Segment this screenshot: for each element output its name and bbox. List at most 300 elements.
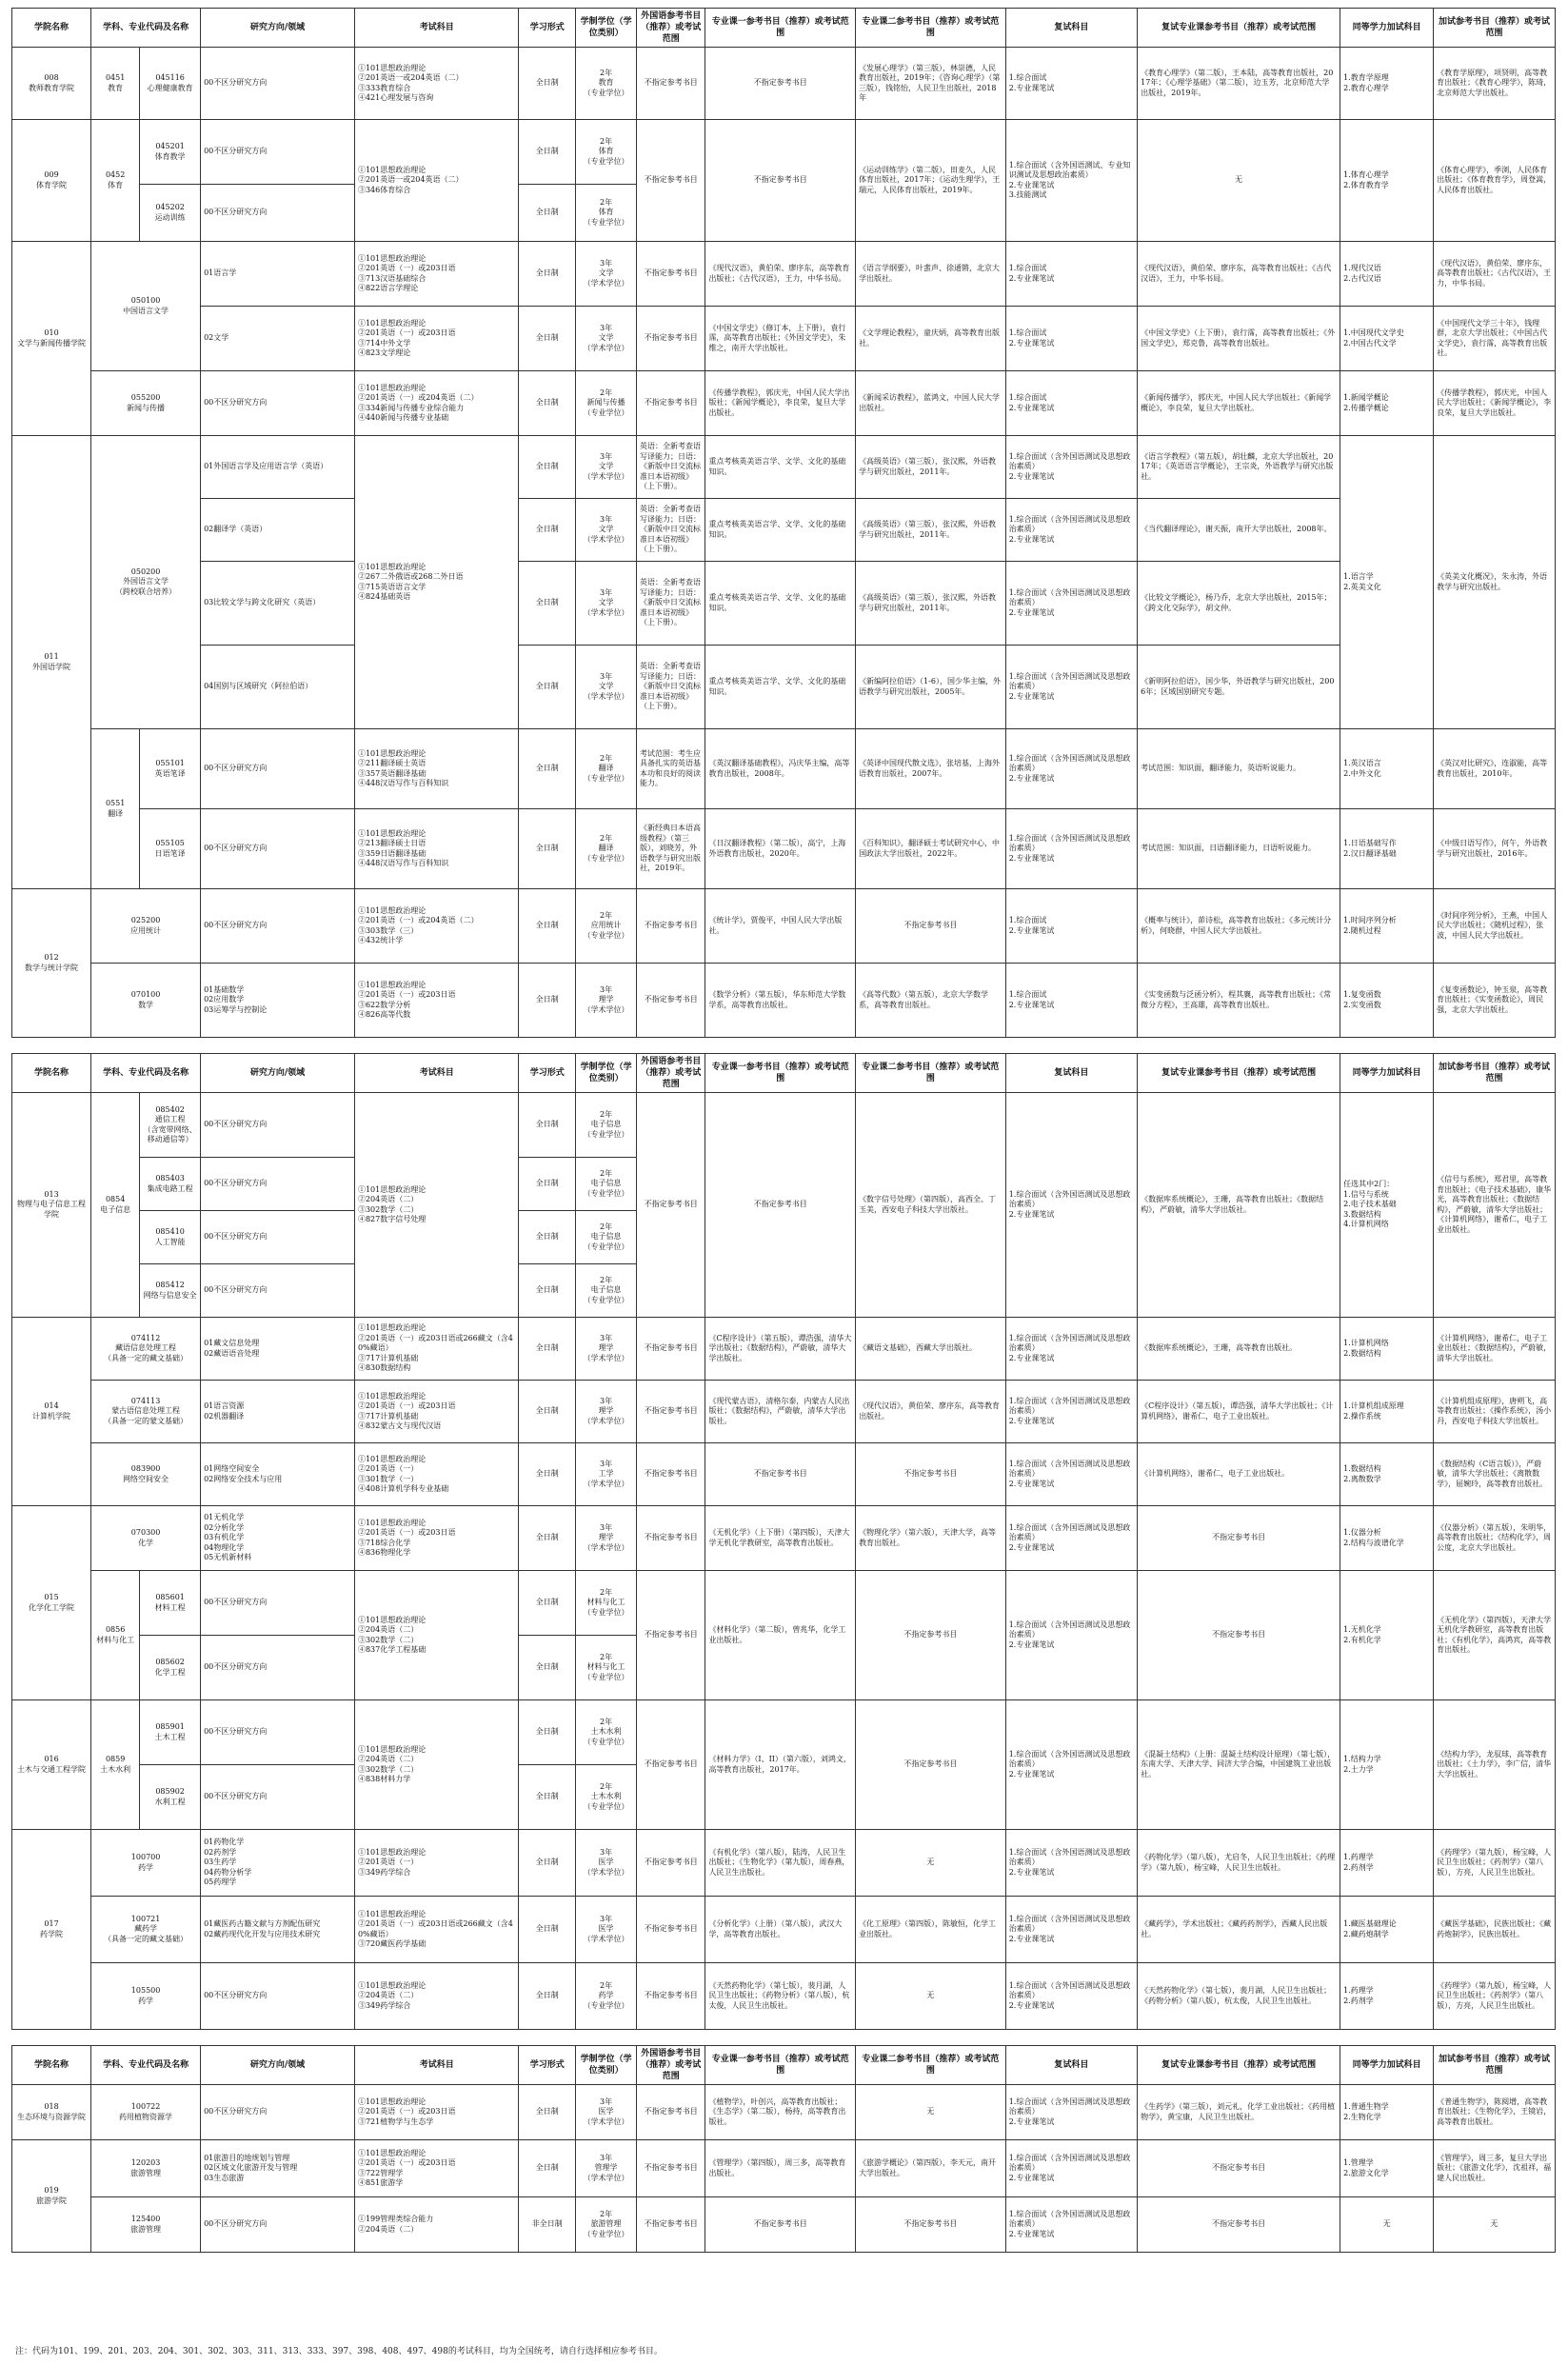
retest-ref-cell: 考试范围：知识面，翻译能力，英语听说能力。 <box>1138 729 1340 809</box>
table-row <box>12 809 1556 889</box>
admissions-catalog <box>11 8 1556 2268</box>
table-row <box>12 1093 1556 1158</box>
sub-major-cell: 085601 材料工程 <box>140 1571 201 1636</box>
extra-ref-cell: 《中级日语写作》，何午，外语教学与研究出版社，2016年。 <box>1434 809 1556 889</box>
lang-ref-cell: 不指定参考书目 <box>637 120 705 242</box>
ref1-cell: 《无机化学》（上下册）（第四版），天津大学无机化学教研室，高等教育出版社。 <box>705 1506 856 1571</box>
direction-cell: 01网络空间安全 02网络安全技术与应用 <box>201 1443 355 1506</box>
ref2-cell: 《新闻采访教程》，蓝鸿文，中国人民大学出版社。 <box>856 371 1006 436</box>
major-code-cell: 070100 数学 <box>91 964 201 1038</box>
major-code-cell: 025200 应用统计 <box>91 889 201 964</box>
direction-cell: 01外国语言学及应用语言学（英语） <box>201 436 355 499</box>
lang-ref-cell: 不指定参考书目 <box>637 1093 705 1318</box>
table-row <box>12 1963 1556 2030</box>
mode-cell: 全日制 <box>519 1093 576 1158</box>
direction-cell: 00不区分研究方向 <box>201 1636 355 1700</box>
retest-cell: 1.综合面试（含外国语测试及思想政治素质） 2.专业课笔试 <box>1005 1506 1137 1571</box>
ref2-cell: 《高级英语》（第三版），张汉熙，外语教学与研究出版社，2011年。 <box>856 499 1006 562</box>
direction-cell: 00不区分研究方向 <box>201 48 355 120</box>
extra-cell: 1.计算机网络 2.数据结构 <box>1340 1318 1434 1381</box>
direction-cell: 00不区分研究方向 <box>201 1264 355 1318</box>
mode-cell: 全日制 <box>519 1443 576 1506</box>
college-cell: 018 生态环境与资源学院 <box>12 2085 91 2140</box>
header-extra-ref: 加试参考书目（推荐）或考试范围 <box>1434 1054 1556 1093</box>
table-row <box>12 436 1556 499</box>
major-code-cell: 0551 翻译 <box>91 729 140 889</box>
retest-ref-cell: 考试范围：知识面，日语翻译能力，日语听说能力。 <box>1138 809 1340 889</box>
ref2-cell: 《语言学纲要》，叶蜚声、徐通锵，北京大学出版社。 <box>856 242 1006 307</box>
header-system: 学制学位（学位类别） <box>576 9 637 48</box>
direction-cell: 00不区分研究方向 <box>201 120 355 185</box>
mode-cell: 全日制 <box>519 1636 576 1700</box>
ref1-cell: 《现代汉语》，黄伯荣、廖序东，高等教育出版社；《古代汉语》，王力，中华书局。 <box>705 242 856 307</box>
direction-cell: 00不区分研究方向 <box>201 729 355 809</box>
extra-cell: 无 <box>1340 2197 1434 2253</box>
header-lang: 外国语参考书目（推荐）或考试范围 <box>637 9 705 48</box>
table-row <box>12 242 1556 307</box>
extra-ref-cell: 《复变函数论》，钟玉泉，高等教育出版社；《实变函数论》，周民强，北京大学出版社。 <box>1434 964 1556 1038</box>
extra-cell: 1.药理学 2.药剂学 <box>1340 1963 1434 2030</box>
table-row <box>12 2140 1556 2197</box>
lang-ref-cell: 不指定参考书目 <box>637 48 705 120</box>
ref2-cell: 《英译中国现代散文选》，张培基，上海外语教育出版社，2007年。 <box>856 729 1006 809</box>
exam-cell: ①101思想政治理论 ②201英语（一）或203日语 ③713汉语基础综合 ④822语言学理论 <box>354 242 519 307</box>
major-code-cell: 125400 旅游管理 <box>91 2197 201 2253</box>
extra-cell: 1.仪器分析 2.结构与波谱化学 <box>1340 1506 1434 1571</box>
sub-major-cell: 085402 通信工程 （含宽带网络、移动通信等） <box>140 1093 201 1158</box>
lang-ref-cell: 不指定参考书目 <box>637 1830 705 1897</box>
exam-cell: ①101思想政治理论 ②267二外俄语或268二外日语 ③715英语语言文学 ④824基础英语 <box>354 436 519 729</box>
ref2-cell: 无 <box>856 2085 1006 2140</box>
direction-cell: 00不区分研究方向 <box>201 371 355 436</box>
ref1-cell: 《统计学》，贾俊平，中国人民大学出版社。 <box>705 889 856 964</box>
extra-cell: 1.无机化学 2.有机化学 <box>1340 1571 1434 1700</box>
retest-ref-cell: 《中国文学史》（上下册），袁行霈，高等教育出版社；《外国文学史》，郑克鲁，高等教育出版社。 <box>1138 307 1340 371</box>
retest-cell: 1.综合面试（含外国语测试及思想政治素质） 2.专业课笔试 <box>1005 499 1137 562</box>
lang-ref-cell: 不指定参考书目 <box>637 1897 705 1963</box>
header-retest: 复试科目 <box>1005 2046 1137 2085</box>
header-ref1: 专业课一参考书目（推荐）或考试范围 <box>705 1054 856 1093</box>
ref1-cell: 《分析化学》（上册）（第八版），武汉大学，高等教育出版社。 <box>705 1897 856 1963</box>
direction-cell: 02文学 <box>201 307 355 371</box>
retest-ref-cell: 不指定参考书目 <box>1138 1571 1340 1700</box>
lang-ref-cell: 不指定参考书目 <box>637 1571 705 1700</box>
table-row <box>12 1443 1556 1506</box>
lang-ref-cell: 不指定参考书目 <box>637 371 705 436</box>
lang-ref-cell: 英语：全新考查语写译能力；日语：《新版中日交流标准日本语初级》（上下册）。 <box>637 436 705 499</box>
extra-cell: 1.体育心理学 2.体育教育学 <box>1340 120 1434 242</box>
extra-cell: 1.时间序列分析 2.随机过程 <box>1340 889 1434 964</box>
direction-cell: 00不区分研究方向 <box>201 1158 355 1211</box>
sub-major-cell: 085412 网络与信息安全 <box>140 1264 201 1318</box>
system-cell: 3年 医学 （学术学位） <box>576 1897 637 1963</box>
retest-cell: 1.综合面试（含外国语测试及思想政治素质） 2.专业课笔试 <box>1005 729 1137 809</box>
sub-major-cell: 085902 水利工程 <box>140 1765 201 1830</box>
extra-ref-cell: 《药理学》（第九版），杨宝峰，人民卫生出版社；《药剂学》（第八版），方亮，人民卫生出版社。 <box>1434 1830 1556 1897</box>
exam-cell: ①101思想政治理论 ②201英语（一）或203日语 ③622数学分析 ④826高等代数 <box>354 964 519 1038</box>
table-row <box>12 2085 1556 2140</box>
mode-cell: 全日制 <box>519 1318 576 1381</box>
ref1-cell: 《材料力学》（I、II）（第六版），刘鸿文，高等教育出版社，2017年。 <box>705 1700 856 1830</box>
exam-cell: ①101思想政治理论 ②201英语（一）或204英语（二） ③303数学（三） ④432统计学 <box>354 889 519 964</box>
exam-cell: ①101思想政治理论 ②213翻译硕士日语 ③359日语翻译基础 ④448汉语写作与百科知识 <box>354 809 519 889</box>
direction-cell: 01藏文信息处理 02藏语语音处理 <box>201 1318 355 1381</box>
extra-ref-cell: 《管理学》，周三多，复旦大学出版社；《旅游文化学》，沈祖祥，福建人民出版社。 <box>1434 2140 1556 2197</box>
sub-major-cell: 045201 体育教学 <box>140 120 201 185</box>
exam-cell: ①101思想政治理论 ②201英语（一） ③349药学综合 <box>354 1830 519 1897</box>
college-cell: 014 计算机学院 <box>12 1318 91 1506</box>
ref2-cell: 《高级英语》（第三版），张汉熙，外语教学与研究出版社，2011年。 <box>856 562 1006 646</box>
exam-cell: ①101思想政治理论 ②201英语（一）或203日语 ③721植物学与生态学 <box>354 2085 519 2140</box>
exam-cell: ①101思想政治理论 ②211翻译硕士英语 ③357英语翻译基础 ④448汉语写作与百科知识 <box>354 729 519 809</box>
direction-cell: 00不区分研究方向 <box>201 1963 355 2030</box>
header-college: 学院名称 <box>12 9 91 48</box>
retest-cell: 1.综合面试（含外国语测试及思想政治素质） 2.专业课笔试 <box>1005 1963 1137 2030</box>
table-row <box>12 1700 1556 1765</box>
extra-ref-cell: 《传播学教程》，郭庆光，中国人民大学出版社；《新闻学概论》，李良荣，复旦大学出版社。 <box>1434 371 1556 436</box>
exam-cell: ①101思想政治理论 ②201英语（一）或203日语 ③714中外文学 ④823文学理论 <box>354 307 519 371</box>
header-mode: 学习形式 <box>519 2046 576 2085</box>
direction-cell: 00不区分研究方向 <box>201 2197 355 2253</box>
mode-cell: 全日制 <box>519 1700 576 1765</box>
header-college: 学院名称 <box>12 1054 91 1093</box>
table-row <box>12 1897 1556 1963</box>
header-retest: 复试科目 <box>1005 1054 1137 1093</box>
ref2-cell: 《化工原理》（第四版），陈敏恒，化学工业出版社。 <box>856 1897 1006 1963</box>
header-code: 学科、专业代码及名称 <box>91 2046 201 2085</box>
direction-cell: 03比较文学与跨文化研究（英语） <box>201 562 355 646</box>
major-code-cell: 0452 体育 <box>91 120 140 242</box>
retest-ref-cell: 《当代翻译理论》，谢天振，南开大学出版社，2008年。 <box>1138 499 1340 562</box>
header-retest-ref: 复试专业课参考书目（推荐）或考试范围 <box>1138 2046 1340 2085</box>
exam-cell: ①101思想政治理论 ②201英语（一） ③301数学（一） ④408计算机学科专业基础 <box>354 1443 519 1506</box>
mode-cell: 全日制 <box>519 1571 576 1636</box>
system-cell: 2年 电子信息 （专业学位） <box>576 1211 637 1264</box>
ref1-cell: 《数学分析》（第五版），华东师范大学数学系，高等教育出版社。 <box>705 964 856 1038</box>
retest-ref-cell: 《教育心理学》（第二版），王本陆，高等教育出版社，2017年；《心理学基础》（第二版），边玉芳，北京师范大学出版社，2019年。 <box>1138 48 1340 120</box>
extra-ref-cell: 《普通生物学》，陈阅增，高等教育出版社；《生物化学》，王镜岩，高等教育出版社。 <box>1434 2085 1556 2140</box>
sub-major-cell: 045202 运动训练 <box>140 185 201 242</box>
retest-cell: 1.综合面试（含外国语测试及思想政治素质） 2.专业课笔试 <box>1005 1318 1137 1381</box>
mode-cell: 全日制 <box>519 729 576 809</box>
header-college: 学院名称 <box>12 2046 91 2085</box>
direction-cell: 02翻译学（英语） <box>201 499 355 562</box>
major-code-cell: 100722 药用植物资源学 <box>91 2085 201 2140</box>
extra-ref-cell: 《计算机网络》，谢希仁，电子工业出版社；《数据结构》，严蔚敏，清华大学出版社。 <box>1434 1318 1556 1381</box>
lang-ref-cell: 不指定参考书目 <box>637 2085 705 2140</box>
direction-cell: 04国别与区域研究（阿拉伯语） <box>201 646 355 729</box>
major-code-cell: 050200 外国语言文学 （跨校联合培养） <box>91 436 201 729</box>
mode-cell: 全日制 <box>519 1211 576 1264</box>
header-ref1: 专业课一参考书目（推荐）或考试范围 <box>705 2046 856 2085</box>
system-cell: 2年 体育 （专业学位） <box>576 120 637 185</box>
mode-cell: 全日制 <box>519 371 576 436</box>
ref1-cell: 不指定参考书目 <box>705 1443 856 1506</box>
system-cell: 3年 工学 （学术学位） <box>576 1443 637 1506</box>
lang-ref-cell: 不指定参考书目 <box>637 2197 705 2253</box>
footnote: 注：代码为101、199、201、203、204、301、302、303、311、313、333、397、398、408、497、498的考试科目，均为全国统考，请自行选择相应参考书目。 <box>15 2347 663 2356</box>
ref2-cell: 无 <box>856 1963 1006 2030</box>
retest-ref-cell: 《C程序设计》（第五版），谭浩强，清华大学出版社；《计算机网络》，谢希仁，电子工业出版社。 <box>1138 1381 1340 1443</box>
direction-cell: 00不区分研究方向 <box>201 1211 355 1264</box>
retest-cell: 1.综合面试（含外国语测试及思想政治素质） 2.专业课笔试 <box>1005 1830 1137 1897</box>
mode-cell: 全日制 <box>519 120 576 185</box>
ref2-cell: 无 <box>856 1830 1006 1897</box>
ref2-cell: 《高等代数》（第五版），北京大学数学系，高等教育出版社。 <box>856 964 1006 1038</box>
header-lang: 外国语参考书目（推荐）或考试范围 <box>637 1054 705 1093</box>
system-cell: 2年 材料与化工 （专业学位） <box>576 1571 637 1636</box>
lang-ref-cell: 不指定参考书目 <box>637 1700 705 1830</box>
extra-ref-cell: 《仪器分析》（第五版），朱明华，高等教育出版社；《结构化学》，周公度，北京大学出版社。 <box>1434 1506 1556 1571</box>
retest-ref-cell: 《藏药学》，学术出版社；《藏药药剂学》，西藏人民出版社。 <box>1138 1897 1340 1963</box>
extra-cell: 1.日语基础写作 2.汉日翻译基础 <box>1340 809 1434 889</box>
sub-major-cell: 045116 心理健康教育 <box>140 48 201 120</box>
system-cell: 2年 旅游管理 （专业学位） <box>576 2197 637 2253</box>
system-cell: 3年 文学 （学术学位） <box>576 307 637 371</box>
exam-cell: ①101思想政治理论 ②201英语（一）或204英语（二） ③334新闻与传播专业综合能力 ④440新闻与传播专业基础 <box>354 371 519 436</box>
sub-major-cell: 085403 集成电路工程 <box>140 1158 201 1211</box>
header-extra: 同等学力加试科目 <box>1340 9 1434 48</box>
ref1-cell: 《日汉翻译教程》（第二版），高宁，上海外语教育出版社，2020年。 <box>705 809 856 889</box>
exam-cell: ①101思想政治理论 ②201英语一或204英语（二） ③346体育综合 <box>354 120 519 242</box>
college-cell: 011 外国语学院 <box>12 436 91 889</box>
table-row <box>12 646 1556 729</box>
ref1-cell: 《传播学教程》，郭庆光，中国人民大学出版社；《新闻学概论》，李良荣，复旦大学出版社。 <box>705 371 856 436</box>
retest-cell: 1.综合面试 2.专业课笔试 <box>1005 242 1137 307</box>
college-cell: 012 数学与统计学院 <box>12 889 91 1038</box>
ref2-cell: 《文学理论教程》，童庆炳，高等教育出版社。 <box>856 307 1006 371</box>
table-row <box>12 48 1556 120</box>
extra-cell: 1.教育学原理 2.教育心理学 <box>1340 48 1434 120</box>
table-row <box>12 729 1556 809</box>
mode-cell: 全日制 <box>519 562 576 646</box>
table-header-row <box>12 9 1556 48</box>
direction-cell: 00不区分研究方向 <box>201 1765 355 1830</box>
retest-cell: 1.综合面试（含外国语测试及思想政治素质） 2.专业课笔试 <box>1005 646 1137 729</box>
retest-ref-cell: 不指定参考书目 <box>1138 1506 1340 1571</box>
lang-ref-cell: 英语：全新考查语写译能力；日语：《新版中日交流标准日本语初级》（上下册）。 <box>637 499 705 562</box>
table-row <box>12 2197 1556 2253</box>
retest-cell: 1.综合面试（含外国语测试及思想政治素质） 2.专业课笔试 <box>1005 1443 1137 1506</box>
header-extra: 同等学力加试科目 <box>1340 2046 1434 2085</box>
header-retest: 复试科目 <box>1005 9 1137 48</box>
header-exam: 考试科目 <box>354 9 519 48</box>
mode-cell: 全日制 <box>519 242 576 307</box>
lang-ref-cell: 不指定参考书目 <box>637 1381 705 1443</box>
college-cell: 019 旅游学院 <box>12 2140 91 2253</box>
major-code-cell: 100700 药学 <box>91 1830 201 1897</box>
header-retest-ref: 复试专业课参考书目（推荐）或考试范围 <box>1138 1054 1340 1093</box>
retest-ref-cell: 《药物化学》（第八版），尤启冬，人民卫生出版社；《药理学》（第九版），杨宝峰，人民卫生出版社。 <box>1138 1830 1340 1897</box>
extra-cell: 1.新闻学概论 2.传播学概论 <box>1340 371 1434 436</box>
header-ref2: 专业课二参考书目（推荐）或考试范围 <box>856 2046 1006 2085</box>
lang-ref-cell: 不指定参考书目 <box>637 1443 705 1506</box>
retest-ref-cell: 《新明阿拉伯语》，国少华，外语教学与研究出版社，2006年；区域国别研究专题。 <box>1138 646 1340 729</box>
major-code-cell: 120203 旅游管理 <box>91 2140 201 2197</box>
header-extra-ref: 加试参考书目（推荐）或考试范围 <box>1434 2046 1556 2085</box>
ref1-cell: 《C程序设计》（第五版），谭浩强，清华大学出版社；《数据结构》，严蔚敏，清华大学出版社。 <box>705 1318 856 1381</box>
direction-cell: 01旅游目的地规划与管理 02区域文化旅游开发与管理 03生态旅游 <box>201 2140 355 2197</box>
lang-ref-cell: 不指定参考书目 <box>637 242 705 307</box>
retest-ref-cell: 《语言学教程》（第五版），胡壮麟，北京大学出版社，2017年；《英语语言学概论》，王宗炎，外语教学与研究出版社。 <box>1138 436 1340 499</box>
sub-major-cell: 085901 土木工程 <box>140 1700 201 1765</box>
direction-cell: 01基础数学 02应用数学 03运筹学与控制论 <box>201 964 355 1038</box>
system-cell: 3年 理学 （学术学位） <box>576 1381 637 1443</box>
ref2-cell: 《高级英语》（第三版），张汉熙，外语教学与研究出版社，2011年。 <box>856 436 1006 499</box>
table-row <box>12 1381 1556 1443</box>
table-row <box>12 889 1556 964</box>
mode-cell: 全日制 <box>519 307 576 371</box>
direction-cell: 00不区分研究方向 <box>201 889 355 964</box>
header-mode: 学习形式 <box>519 1054 576 1093</box>
extra-ref-cell: 《英美文化概况》，朱永涛，外语教学与研究出版社。 <box>1434 436 1556 729</box>
direction-cell: 00不区分研究方向 <box>201 809 355 889</box>
header-system: 学制学位（学位类别） <box>576 1054 637 1093</box>
system-cell: 2年 材料与化工 （专业学位） <box>576 1636 637 1700</box>
table-row <box>12 1571 1556 1636</box>
sub-major-cell: 085602 化学工程 <box>140 1636 201 1700</box>
table-header-row <box>12 2046 1556 2085</box>
retest-cell: 1.综合面试（含外国语测试及思想政治素质） 2.专业课笔试 <box>1005 1571 1137 1700</box>
retest-cell: 1.综合面试（含外国语测试及思想政治素质） 2.专业课笔试 <box>1005 1897 1137 1963</box>
table-row <box>12 562 1556 646</box>
system-cell: 2年 土木水利 （专业学位） <box>576 1765 637 1830</box>
retest-cell: 1.综合面试（含外国语测试及思想政治素质） 2.专业课笔试 <box>1005 1700 1137 1830</box>
exam-cell: ①101思想政治理论 ②201英语（一）或203日语 ③718综合化学 ④836物理化学 <box>354 1506 519 1571</box>
ref2-cell: 《现代汉语》，黄伯荣、廖序东，高等教育出版社。 <box>856 1381 1006 1443</box>
exam-cell: ①101思想政治理论 ②204英语（二） ③349药学综合 <box>354 1963 519 2030</box>
direction-cell: 01语言学 <box>201 242 355 307</box>
exam-cell: ①101思想政治理论 ②204英语（二） ③302数学（二） ④837化学工程基础 <box>354 1571 519 1700</box>
extra-ref-cell: 无 <box>1434 2197 1556 2253</box>
retest-cell: 1.综合面试（含外国语测试及思想政治素质） 2.专业课笔试 <box>1005 2085 1137 2140</box>
extra-ref-cell: 《数据结构（C语言版）》，严蔚敏，清华大学出版社；《离散数学》，屈婉玲，高等教育出版社。 <box>1434 1443 1556 1506</box>
extra-ref-cell: 《信号与系统》，郑君里，高等教育出版社；《电子技术基础》，康华光，高等教育出版社；《数据结构》，严蔚敏，清华大学出版社；《计算机网络》，谢希仁，电子工业出版社。 <box>1434 1093 1556 1318</box>
system-cell: 2年 电子信息 （专业学位） <box>576 1158 637 1211</box>
header-direction: 研究方向/领域 <box>201 2046 355 2085</box>
ref2-cell: 《运动训练学》（第二版），田麦久，人民体育出版社，2017年；《运动生理学》，王瑞元，人民体育出版社，2019年。 <box>856 120 1006 242</box>
retest-ref-cell: 无 <box>1138 120 1340 242</box>
mode-cell: 全日制 <box>519 1963 576 2030</box>
retest-cell: 1.综合面试 2.专业课笔试 <box>1005 889 1137 964</box>
system-cell: 3年 文学 （学术学位） <box>576 562 637 646</box>
mode-cell: 全日制 <box>519 2140 576 2197</box>
extra-ref-cell: 《结构力学》，龙驭球，高等教育出版社；《土力学》，李广信，清华大学出版社。 <box>1434 1700 1556 1830</box>
retest-ref-cell: 《新闻传播学》，郭庆光，中国人民大学出版社；《新闻学概论》，李良荣，复旦大学出版社。 <box>1138 371 1340 436</box>
system-cell: 3年 医学 （学术学位） <box>576 2085 637 2140</box>
ref1-cell: 不指定参考书目 <box>705 2197 856 2253</box>
extra-ref-cell: 《药理学》（第九版），杨宝峰，人民卫生出版社；《药剂学》（第八版），方亮，人民卫生出版社。 <box>1434 1963 1556 2030</box>
major-code-cell: 0859 土木水利 <box>91 1700 140 1830</box>
lang-ref-cell: 不指定参考书目 <box>637 889 705 964</box>
direction-cell: 00不区分研究方向 <box>201 2085 355 2140</box>
extra-ref-cell: 《英汉对比研究》，连淑能，高等教育出版社，2010年。 <box>1434 729 1556 809</box>
table-row <box>12 964 1556 1038</box>
system-cell: 3年 文学 （学术学位） <box>576 242 637 307</box>
retest-ref-cell: 《实变函数与泛函分析》，程其襄，高等教育出版社；《常微分方程》，王高雄，高等教育出版社。 <box>1138 964 1340 1038</box>
table-row <box>12 120 1556 185</box>
system-cell: 2年 新闻与传播 （专业学位） <box>576 371 637 436</box>
lang-ref-cell: 不指定参考书目 <box>637 1963 705 2030</box>
header-system: 学制学位（学位类别） <box>576 2046 637 2085</box>
header-extra: 同等学力加试科目 <box>1340 1054 1434 1093</box>
mode-cell: 全日制 <box>519 2085 576 2140</box>
system-cell: 2年 翻译 （专业学位） <box>576 729 637 809</box>
college-cell: 013 物理与电子信息工程学院 <box>12 1093 91 1318</box>
mode-cell: 全日制 <box>519 1830 576 1897</box>
ref2-cell: 不指定参考书目 <box>856 2197 1006 2253</box>
ref1-cell: 《中国文学史》（修订本，上下册），袁行霈，高等教育出版社；《外国文学史》，朱维之，南开大学出版社。 <box>705 307 856 371</box>
mode-cell: 全日制 <box>519 964 576 1038</box>
extra-cell: 1.藏医基础理论 2.藏药炮制学 <box>1340 1897 1434 1963</box>
header-code: 学科、专业代码及名称 <box>91 1054 201 1093</box>
retest-cell: 1.综合面试（含外国语测试及思想政治素质） 2.专业课笔试 <box>1005 809 1137 889</box>
exam-cell: ①101思想政治理论 ②204英语（二） ③302数学（二） ④838材料力学 <box>354 1700 519 1830</box>
major-code-cell: 074113 蒙古语信息处理工程 （具备一定的蒙文基础） <box>91 1381 201 1443</box>
lang-ref-cell: 《新经典日本语高级教程》（第三版），刘晓芳，外语教学与研究出版社，2019年。 <box>637 809 705 889</box>
retest-ref-cell: 《概率与统计》，茆诗松，高等教育出版社；《多元统计分析》，何晓群，中国人民大学出版社。 <box>1138 889 1340 964</box>
retest-ref-cell: 《混凝土结构》（上册：混凝土结构设计原理）（第七版），东南大学、天津大学、同济大学合编，中国建筑工业出版社。 <box>1138 1700 1340 1830</box>
major-code-cell: 055200 新闻与传播 <box>91 371 201 436</box>
college-cell: 010 文学与新闻传播学院 <box>12 242 91 436</box>
header-lang: 外国语参考书目（推荐）或考试范围 <box>637 2046 705 2085</box>
direction-cell: 00不区分研究方向 <box>201 1571 355 1636</box>
retest-ref-cell: 《数据库系统概论》，王珊，高等教育出版社；《数据结构》，严蔚敏，清华大学出版社。 <box>1138 1093 1340 1318</box>
retest-ref-cell: 不指定参考书目 <box>1138 2140 1340 2197</box>
retest-cell: 1.综合面试 2.专业课笔试 <box>1005 48 1137 120</box>
retest-cell: 1.综合面试（含外国语测试及思想政治素质） 2.专业课笔试 <box>1005 2140 1137 2197</box>
system-cell: 3年 理学 （学术学位） <box>576 1506 637 1571</box>
retest-ref-cell: 《计算机网络》，谢希仁，电子工业出版社。 <box>1138 1443 1340 1506</box>
system-cell: 2年 电子信息 （专业学位） <box>576 1093 637 1158</box>
mode-cell: 全日制 <box>519 436 576 499</box>
ref1-cell: 《现代蒙古语》，清格尔泰，内蒙古人民出版社；《数据结构》，严蔚敏，清华大学出版社。 <box>705 1381 856 1443</box>
system-cell: 3年 文学 （学术学位） <box>576 436 637 499</box>
exam-cell: ①199管理类综合能力 ②204英语（二） <box>354 2197 519 2253</box>
mode-cell: 全日制 <box>519 48 576 120</box>
lang-ref-cell: 不指定参考书目 <box>637 1318 705 1381</box>
system-cell: 2年 土木水利 （专业学位） <box>576 1700 637 1765</box>
system-cell: 3年 医学 （学术学位） <box>576 1830 637 1897</box>
system-cell: 2年 教育 （专业学位） <box>576 48 637 120</box>
exam-cell: ①101思想政治理论 ②201英语（一）或203日语 ③722管理学 ④851旅游学 <box>354 2140 519 2197</box>
header-direction: 研究方向/领域 <box>201 9 355 48</box>
mode-cell: 全日制 <box>519 499 576 562</box>
ref2-cell: 《发展心理学》（第三版），林崇德，人民教育出版社，2019年；《咨询心理学》（第三版），钱铭怡，人民卫生出版社，2018年 <box>856 48 1006 120</box>
lang-ref-cell: 英语：全新考查语写译能力；日语：《新版中日交流标准日本语初级》（上下册）。 <box>637 562 705 646</box>
ref1-cell: 《英汉翻译基础教程》，冯庆华主编，高等教育出版社，2008年。 <box>705 729 856 809</box>
retest-cell: 1.综合面试（含外国语测试及思想政治素质） 2.专业课笔试 <box>1005 562 1137 646</box>
ref2-cell: 不指定参考书目 <box>856 889 1006 964</box>
retest-cell: 1.综合面试（含外国语测试及思想政治素质） 2.专业课笔试 <box>1005 436 1137 499</box>
retest-ref-cell: 不指定参考书目 <box>1138 2197 1340 2253</box>
extra-cell: 1.现代汉语 2.古代汉语 <box>1340 242 1434 307</box>
extra-ref-cell: 《藏医学基础》，民族出版社；《藏药炮制学》，民族出版社。 <box>1434 1897 1556 1963</box>
direction-cell: 00不区分研究方向 <box>201 1700 355 1765</box>
direction-cell: 00不区分研究方向 <box>201 185 355 242</box>
exam-cell: ①101思想政治理论 ②201英语（一）或203日语或266藏文（含40%藏语） ③717计算机基础 ④830数据结构 <box>354 1318 519 1381</box>
direction-cell: 01药物化学 02药剂学 03生药学 04药物分析学 05药理学 <box>201 1830 355 1897</box>
lang-ref-cell: 英语：全新考查语写译能力；日语：《新版中日交流标准日本语初级》（上下册）。 <box>637 646 705 729</box>
header-ref2: 专业课二参考书目（推荐）或考试范围 <box>856 1054 1006 1093</box>
ref1-cell: 《有机化学》（第八版），陆涛，人民卫生出版社；《生物化学》（第九版），周春燕，人民卫生出版社。 <box>705 1830 856 1897</box>
system-cell: 2年 应用统计 （专业学位） <box>576 889 637 964</box>
extra-cell: 1.英汉语言 2.中外文化 <box>1340 729 1434 809</box>
table-row <box>12 371 1556 436</box>
lang-ref-cell: 不指定参考书目 <box>637 307 705 371</box>
system-cell: 3年 理学 （学术学位） <box>576 964 637 1038</box>
table-header-row <box>12 1054 1556 1093</box>
